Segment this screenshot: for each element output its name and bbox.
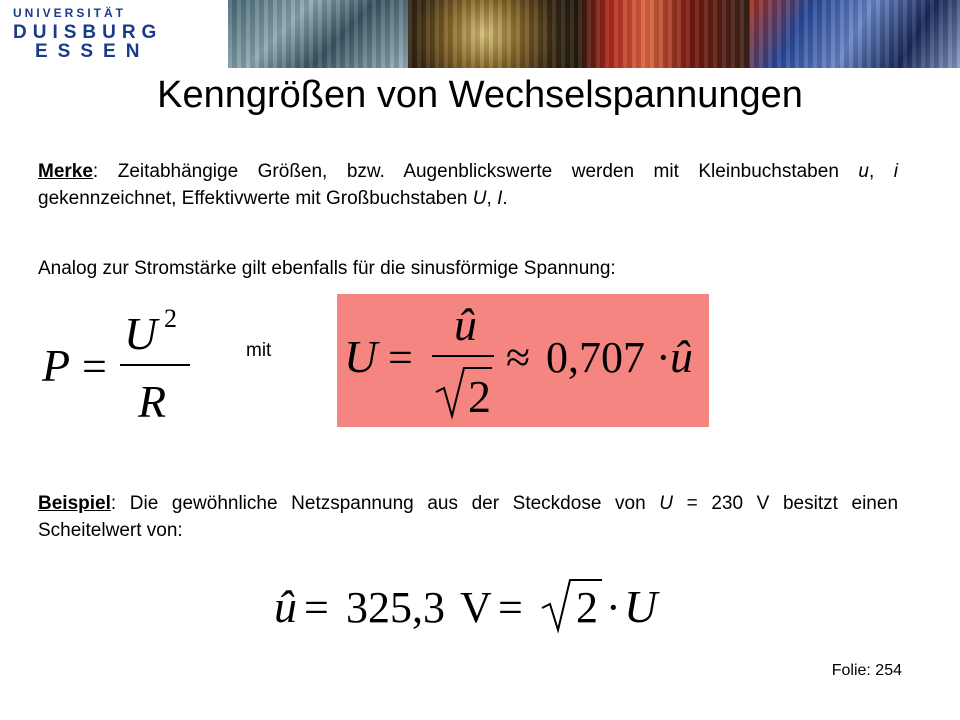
header-photo-equipment xyxy=(408,0,578,68)
logo-line-3: ESSEN xyxy=(35,41,150,62)
beispiel-text-2: = 230 V besitzt einen Scheitelwert von: xyxy=(38,493,899,541)
beispiel-text-1: : Die gewöhnliche Netzspannung aus der Steckdose von xyxy=(110,493,660,514)
header-banner xyxy=(0,0,960,68)
power-numerator: U xyxy=(124,308,158,359)
merke-var-i: i xyxy=(893,161,899,182)
power-lhs: P xyxy=(42,340,71,391)
example-lhs: û xyxy=(274,581,297,632)
logo-line-1: UNIVERSITÄT xyxy=(13,6,127,20)
power-eq: = xyxy=(82,342,107,391)
header-photo-lab xyxy=(228,0,408,68)
beispiel-label: Beispiel xyxy=(38,493,111,514)
example-unit: V xyxy=(460,583,492,632)
example-dot: · xyxy=(606,583,621,632)
mit-label: mit xyxy=(246,340,272,361)
example-eq-2: = xyxy=(498,583,523,632)
rms-formula xyxy=(340,296,708,426)
power-denominator: R xyxy=(138,376,167,425)
logo-line-2: DUISBURG xyxy=(13,22,163,43)
power-exponent: 2 xyxy=(164,305,177,333)
rms-value: 0,707 xyxy=(546,333,645,382)
example-rhs: U xyxy=(624,581,658,632)
rms-eq: = xyxy=(388,333,413,382)
rms-rhs: û xyxy=(670,331,693,382)
example-eq-1: = xyxy=(304,583,329,632)
merke-end: . xyxy=(502,188,508,209)
beispiel-var-U: U xyxy=(659,493,674,514)
header-photo-switchgear xyxy=(750,0,960,68)
example-value: 325,3 xyxy=(346,583,445,632)
merke-text-1: : Zeitabhängige Größen, bzw. Augenblickswerte werden mit Kleinbuchstaben xyxy=(92,161,859,182)
power-formula xyxy=(40,305,210,425)
merke-paragraph xyxy=(38,158,898,212)
university-logo xyxy=(0,0,228,68)
rms-radicand: 2 xyxy=(468,371,491,422)
rms-lhs: U xyxy=(344,331,378,382)
slide-title: Kenngrößen von Wechselspannungen xyxy=(157,74,803,116)
merke-label: Merke xyxy=(38,161,93,182)
example-radicand: 2 xyxy=(576,583,598,632)
merke-sep-2: , xyxy=(486,188,498,209)
beispiel-paragraph xyxy=(38,490,898,544)
example-formula xyxy=(272,570,672,636)
merke-var-I: I xyxy=(497,188,503,209)
merke-sep-1: , xyxy=(868,161,894,182)
rms-numerator: û xyxy=(454,299,477,350)
slide-number: Folie: 254 xyxy=(831,662,902,679)
analog-paragraph: Analog zur Stromstärke gilt ebenfalls für die sinusförmige Spannung: xyxy=(38,258,616,279)
rms-approx: ≈ xyxy=(506,333,531,382)
merke-text-2: gekennzeichnet, Effektivwerte mit Großbuchstaben xyxy=(38,188,473,209)
merke-var-U: U xyxy=(472,188,487,209)
merke-var-u: u xyxy=(858,161,869,182)
rms-dot: · xyxy=(656,333,671,382)
header-photo-insulators xyxy=(578,0,750,68)
